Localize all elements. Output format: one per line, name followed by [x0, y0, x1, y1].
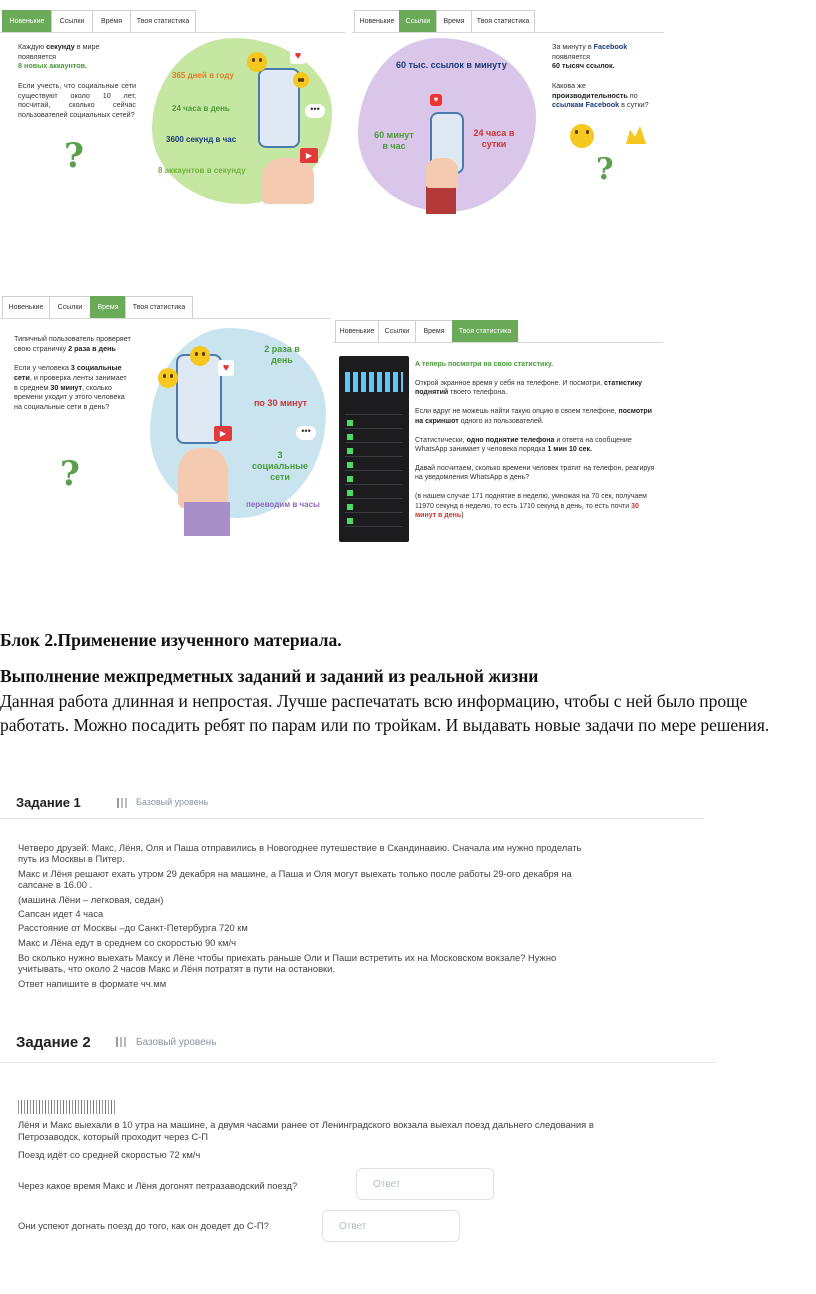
question-1-label: Через какое время Макс и Лёня догонят петразаводский поезд? [18, 1180, 298, 1191]
emoji-icon [158, 368, 178, 388]
emoji-icon [570, 124, 594, 148]
emoji-icon [293, 72, 309, 88]
image-icon [626, 126, 646, 144]
slide-tabs [0, 294, 330, 319]
slide-tabs [0, 8, 345, 33]
label-links-per-minute: 60 тыс. ссылок в минуту [396, 60, 507, 70]
tab-stats[interactable]: Твоя статистика [471, 10, 535, 32]
task-title: Задание 2 [16, 1034, 91, 1051]
sleeve-icon [426, 184, 456, 214]
tab-new[interactable]: Новенькие [335, 320, 379, 342]
hand-icon [178, 448, 228, 508]
tab-stats[interactable]: Твоя статистика [452, 320, 518, 342]
tab-time[interactable]: Время [415, 320, 453, 342]
barcode-image [18, 1100, 116, 1114]
label-hours: 24 часа в день [172, 104, 230, 113]
emoji-icon [247, 52, 267, 72]
level-label: Базовый уровень [136, 797, 209, 807]
slide-text: Типичный пользователь проверяет свою страничку 2 раза в день Если у человека 3 социальные сети, и проверка ленты занимает в среднем 30 минут, сколько времени уходит у этого человека на социальные сети в день? [14, 334, 131, 412]
task-text-line: путь из Москвы в Питер. [18, 853, 125, 864]
sleeve-icon [184, 502, 230, 536]
question-mark-icon: ? [64, 136, 84, 176]
level-bars-icon [117, 798, 129, 808]
heart-icon: ♥ [430, 94, 442, 106]
tab-time[interactable]: Время [436, 10, 472, 32]
chat-dots-icon: ••• [296, 426, 316, 440]
tab-links[interactable]: Ссылки [49, 296, 91, 318]
heart-icon: ♥ [290, 48, 306, 64]
hand-icon [262, 158, 314, 204]
label-minutes-per-hour: 60 минут в час [374, 130, 414, 151]
slide-new-accounts [0, 8, 345, 206]
task-text-line: Расстояние от Москвы –до Санкт-Петербурга 720 км [18, 922, 248, 933]
label-seconds: 3600 секунд в час [166, 135, 237, 144]
label-accounts: 8 аккаунтов в секунду [158, 166, 246, 175]
block-subtitle: Выполнение межпредметных заданий и заданий из реальной жизни [0, 666, 539, 686]
heart-icon: ♥ [218, 360, 234, 376]
task-text-line: Лёня и Макс выехали в 10 утра на машине, а двумя часами ранее от Ленинградского вокзала выехал поезд дальнего следования в [18, 1119, 594, 1130]
task-text-line: сапсане в 16.00 . [18, 879, 93, 890]
slide-statistics [333, 318, 663, 550]
block-title: Блок 2.Применение изученного материала. [0, 630, 342, 650]
task-text-line: Сапсан идет 4 часа [18, 908, 104, 919]
task-text-line: Поезд идёт со средней скоростью 72 км/ч [18, 1149, 201, 1160]
answer-2-input[interactable]: Ответ [322, 1210, 460, 1242]
tab-new[interactable]: Новенькие [2, 296, 50, 318]
task-2-card [0, 1024, 716, 1256]
label-days: 365 дней в году [172, 71, 234, 80]
slide-tabs [352, 8, 664, 33]
level-label: Базовый уровень [136, 1037, 217, 1048]
label-twice-a-day: 2 раза в день [264, 344, 300, 365]
slide-tabs [333, 318, 663, 343]
level-bars-icon [116, 1037, 128, 1047]
tab-links[interactable]: Ссылки [378, 320, 416, 342]
tab-links[interactable]: Ссылки [51, 10, 93, 32]
task-text-line: Во сколько нужно выехать Максу и Лёне чтобы приехать раньше Оли и Паши встретить их на Московском вокзале? Нужно [18, 952, 557, 963]
slide-text: А теперь посмотри на свою статистику. Открой экранное время у себя на телефоне. И посмотри, статистику поднятий твоего телефона. Если вдруг не можешь найти такую опцию в своем телефоне, посмотри на скриншот одного из пользователей. Статистически, одно поднятие телефона и ответа на сообщение WhatsApp занимает у человека порядка 1 мин 10 сек. Давай посчитаем, сколько времени человек тратит на телефон, реагируя на уведомления WhatsApp в день? (в нашем случае 171 поднятие в неделю, умножая на 70 сек, получаем 11970 секунд в неделю, то есть 1710 секунд в день, то есть почти 30 минут в день) [415, 361, 655, 519]
slide-text: За минуту в Facebook появляется 60 тысяч ссылок. Какова же производительность по ссылкам Facebook в сутки? [552, 42, 649, 110]
task-text-line: Макс и Лёня решают ехать утром 29 декабря на машине, а Паша и Оля могут выехать только после работы 29-ого декабря на [18, 868, 572, 879]
screenshot-image [339, 356, 409, 542]
play-icon: ▶ [214, 426, 232, 441]
task-text-line: Ответ напишите в формате чч.мм [18, 978, 167, 989]
tab-time[interactable]: Время [92, 10, 131, 32]
question-mark-icon: ? [596, 152, 614, 187]
task-text-line: Макс и Лёна едут в среднем со скоростью 90 км/ч [18, 937, 237, 948]
label-hours-per-day: 24 часа в сутки [473, 128, 515, 149]
question-mark-icon: ? [60, 454, 80, 494]
slide-time [0, 294, 330, 538]
answer-1-input[interactable]: Ответ [356, 1168, 494, 1200]
tab-new[interactable]: Новенькие [2, 10, 52, 32]
task-text-line: Четверо друзей: Макс, Лёня, Оля и Паша отправились в Новогоднее путешествие в Скандинавию. Сначала им нужно проделать [18, 842, 582, 853]
question-2-label: Они успеют догнать поезд до того, как он доедет до С-П? [18, 1220, 269, 1231]
emoji-icon [190, 346, 210, 366]
tab-new[interactable]: Новенькие [354, 10, 400, 32]
block-paragraph: Данная работа длинная и непростая. Лучше распечатать всю информацию, чтобы с ней было проще работать. Можно посадить ребят по парам или по тройкам. И выдавать новые задачи по мере решения. [0, 691, 770, 735]
tab-stats[interactable]: Твоя статистика [125, 296, 193, 318]
tab-stats[interactable]: Твоя статистика [130, 10, 196, 32]
chat-dots-icon: ••• [305, 104, 325, 118]
task-header [0, 786, 704, 819]
hand-icon [426, 158, 458, 188]
label-3-networks: 3 социальные сети [252, 450, 308, 482]
task-1-card [0, 786, 704, 998]
tab-links[interactable]: Ссылки [399, 10, 437, 32]
play-icon: ▶ [300, 148, 318, 163]
task-text-line: учитывать, что около 2 часов Макс и Лёня потратят в пути на остановки. [18, 963, 335, 974]
task-title: Задание 1 [16, 795, 81, 810]
slide-text: Каждую секунду в мире появляется 8 новых аккаунтов. Если учесть, что социальные сети существуют около 10 лет, посчитай, сколько сейчас пользователей социальных сетей? [18, 42, 136, 120]
label-convert-hours: переводим в часы [246, 500, 320, 509]
slide-links [352, 8, 664, 216]
task-text-line: Петрозаводск, который проходит через С-П [18, 1131, 208, 1142]
label-30-minutes: по 30 минут [254, 398, 308, 408]
tab-time[interactable]: Время [90, 296, 126, 318]
task-header [0, 1024, 716, 1063]
task-text-line: (машина Лёни – легковая, седан) [18, 894, 164, 905]
